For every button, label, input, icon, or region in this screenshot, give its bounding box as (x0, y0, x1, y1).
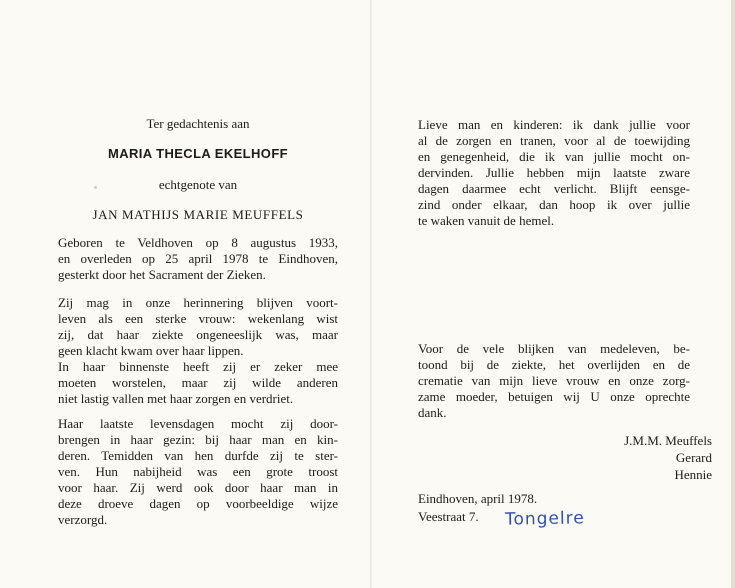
text-line: zind onder elkaar, dan hoop ik over jullie (418, 197, 690, 212)
spouse-name: JAN MATHIJS MARIE MEUFFELS (92, 207, 304, 222)
text-line: Lieve man en kinderen: ik dank jullie voor (418, 117, 690, 132)
text-line: Zij mag in onze herinnering blijven voort- (58, 295, 338, 310)
signature-child: Hennie (674, 467, 712, 482)
card-fold (370, 0, 372, 588)
intro-text: Ter gedachtenis aan (146, 116, 250, 131)
text-line: geen klacht kwam over haar lippen. (58, 343, 244, 358)
text-line: en genegenheid, die ik van jullie mocht on- (418, 149, 690, 164)
signature-father: J.M.M. Meuffels (624, 433, 712, 448)
text-line: crematie van mijn lieve vrouw en onze zorg- (418, 373, 690, 388)
text-line: deren. Temidden van hen durfde zij te ster- (58, 448, 338, 463)
text-line: moeten worstelen, maar zij wilde anderen (58, 375, 338, 390)
address: Veestraat 7. (418, 509, 479, 524)
place-date: Eindhoven, april 1978. (418, 491, 538, 506)
text-line: Haar laatste levensdagen mocht zij door- (58, 416, 338, 431)
text-line: Geboren te Veldhoven op 8 augustus 1933, (58, 235, 338, 250)
text-line: ven. Hun nabijheid was een grote troost (58, 464, 338, 479)
text-line: al de zorgen en tranen, voor al de toewijding (418, 133, 690, 148)
handwritten-note: Tongelre (504, 508, 585, 530)
thanks-paragraph (418, 341, 690, 421)
card-edge (731, 0, 735, 588)
deceased-name: MARIA THECLA EKELHOFF (107, 146, 289, 161)
signatures (418, 432, 712, 483)
text-line: dervinden. Jullie hebben mijn laatste zware (418, 165, 690, 180)
text-line: deze droeve dagen op voorbeeldige wijze (58, 496, 338, 511)
text-line: Voor de vele blijken van medeleven, be- (418, 341, 690, 356)
text-line: zame moeder, betuigen wij U onze oprechte (418, 389, 690, 404)
text-line: zij, dat haar ziekte ongeneeslijk was, maar (58, 327, 338, 342)
text-line: en overleden op 25 april 1978 te Eindhoven, (58, 251, 338, 266)
text-line: leven als een sterke vrouw: wekenlang wist (58, 311, 338, 326)
message-paragraph (418, 117, 690, 229)
text-line: niet lastig vallen met haar zorgen en verdriet. (58, 391, 294, 406)
text-line: dagen daarmee echt verlicht. Blijft eensge- (418, 181, 690, 196)
text-line: voor haar. Zij werd ook door haar man in (58, 480, 338, 495)
text-line: brengen in haar gezin: bij haar man en kin- (58, 432, 338, 447)
text-line: te waken vanuit de hemel. (418, 213, 555, 228)
memory-paragraph (58, 295, 338, 407)
address-line (418, 508, 585, 530)
text-line: gesterkt door het Sacrament der Zieken. (58, 267, 266, 282)
last-days-paragraph (58, 416, 338, 528)
text-line: toond bij de ziekte, het overlijden en de (418, 357, 690, 372)
signature-child: Gerard (675, 450, 712, 465)
relation-text: echtgenote van (158, 177, 238, 192)
text-line: In haar binnenste heeft zij er zeker mee (58, 359, 338, 374)
text-line: verzorgd. (58, 512, 108, 527)
birth-paragraph (58, 235, 338, 283)
text-line: dank. (418, 405, 447, 420)
